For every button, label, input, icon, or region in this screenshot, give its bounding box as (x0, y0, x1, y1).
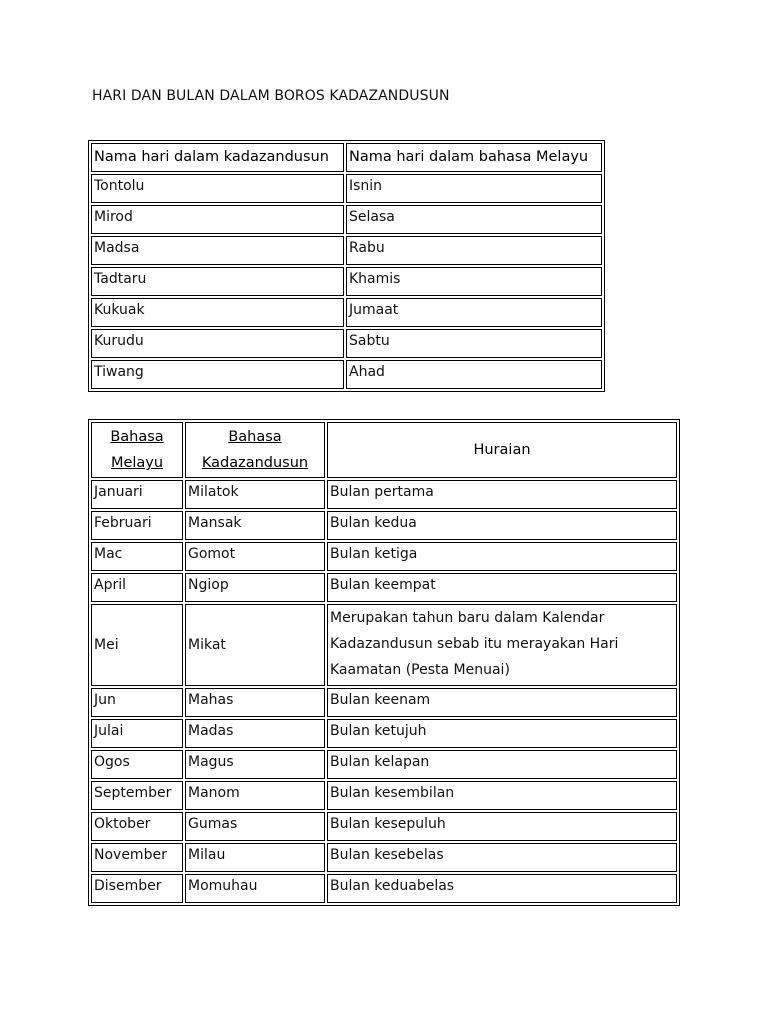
month-kadazandusun: Madas (185, 719, 325, 748)
table-row (91, 604, 677, 686)
months-header-melayu (91, 422, 183, 478)
day-melayu: Sabtu (346, 329, 602, 358)
table-row (91, 205, 602, 234)
table-row (91, 298, 602, 327)
month-kadazandusun: Mansak (185, 511, 325, 540)
day-kadazandusun: Tiwang (91, 360, 344, 389)
days-header-kadazandusun: Nama hari dalam kadazandusun (91, 143, 344, 172)
months-table-header-row (91, 422, 677, 478)
month-description: Bulan keduabelas (327, 874, 677, 903)
month-kadazandusun: Gomot (185, 542, 325, 571)
day-melayu: Khamis (346, 267, 602, 296)
month-description: Bulan pertama (327, 480, 677, 509)
month-melayu: Ogos (91, 750, 183, 779)
table-row (91, 750, 677, 779)
day-melayu: Ahad (346, 360, 602, 389)
month-melayu: April (91, 573, 183, 602)
table-row (91, 174, 602, 203)
months-header-melayu-line1: Bahasa (110, 429, 164, 445)
day-kadazandusun: Kukuak (91, 298, 344, 327)
month-description: Bulan kesepuluh (327, 812, 677, 841)
months-header-kadazandusun (185, 422, 325, 478)
month-kadazandusun: Mahas (185, 688, 325, 717)
month-kadazandusun: Ngiop (185, 573, 325, 602)
day-kadazandusun: Kurudu (91, 329, 344, 358)
month-kadazandusun: Momuhau (185, 874, 325, 903)
month-melayu: November (91, 843, 183, 872)
months-table (88, 419, 680, 906)
day-kadazandusun: Tontolu (91, 174, 344, 203)
month-melayu: Mei (91, 604, 183, 686)
month-description: Bulan kedua (327, 511, 677, 540)
month-description: Bulan ketujuh (327, 719, 677, 748)
table-row (91, 781, 677, 810)
month-kadazandusun: Gumas (185, 812, 325, 841)
day-kadazandusun: Madsa (91, 236, 344, 265)
month-melayu: Februari (91, 511, 183, 540)
months-header-melayu-line2: Melayu (110, 455, 164, 471)
table-row (91, 511, 677, 540)
day-melayu: Rabu (346, 236, 602, 265)
days-table-header-row (91, 143, 602, 172)
day-melayu: Jumaat (346, 298, 602, 327)
day-melayu: Isnin (346, 174, 602, 203)
month-kadazandusun: Magus (185, 750, 325, 779)
month-melayu: September (91, 781, 183, 810)
month-description: Bulan kesembilan (327, 781, 677, 810)
month-melayu: Disember (91, 874, 183, 903)
day-kadazandusun: Tadtaru (91, 267, 344, 296)
days-table (88, 140, 605, 392)
month-melayu: Julai (91, 719, 183, 748)
table-row (91, 874, 677, 903)
day-kadazandusun: Mirod (91, 205, 344, 234)
month-description: Bulan kesebelas (327, 843, 677, 872)
month-kadazandusun: Milatok (185, 480, 325, 509)
table-row (91, 812, 677, 841)
month-melayu: Oktober (91, 812, 183, 841)
month-description: Bulan keempat (327, 573, 677, 602)
table-row (91, 688, 677, 717)
table-row (91, 480, 677, 509)
months-header-kadazandusun-line2: Kadazandusun (201, 455, 309, 471)
day-melayu: Selasa (346, 205, 602, 234)
table-row (91, 573, 677, 602)
months-header-huraian: Huraian (327, 422, 677, 478)
month-description: Bulan ketiga (327, 542, 677, 571)
month-kadazandusun: Manom (185, 781, 325, 810)
month-kadazandusun: Mikat (185, 604, 325, 686)
table-row (91, 542, 677, 571)
table-row (91, 267, 602, 296)
table-row (91, 360, 602, 389)
table-row (91, 719, 677, 748)
document-title: HARI DAN BULAN DALAM BOROS KADAZANDUSUN (92, 88, 450, 104)
month-kadazandusun: Milau (185, 843, 325, 872)
month-melayu: Januari (91, 480, 183, 509)
table-row (91, 843, 677, 872)
month-melayu: Jun (91, 688, 183, 717)
month-description: Bulan keenam (327, 688, 677, 717)
table-row (91, 329, 602, 358)
months-header-kadazandusun-line1: Bahasa (228, 429, 282, 445)
table-row (91, 236, 602, 265)
month-description: Merupakan tahun baru dalam Kalendar Kadazandusun sebab itu merayakan Hari Kaamatan (Pesta Menuai) (327, 604, 677, 686)
month-melayu: Mac (91, 542, 183, 571)
month-description: Bulan kelapan (327, 750, 677, 779)
days-header-melayu: Nama hari dalam bahasa Melayu (346, 143, 602, 172)
